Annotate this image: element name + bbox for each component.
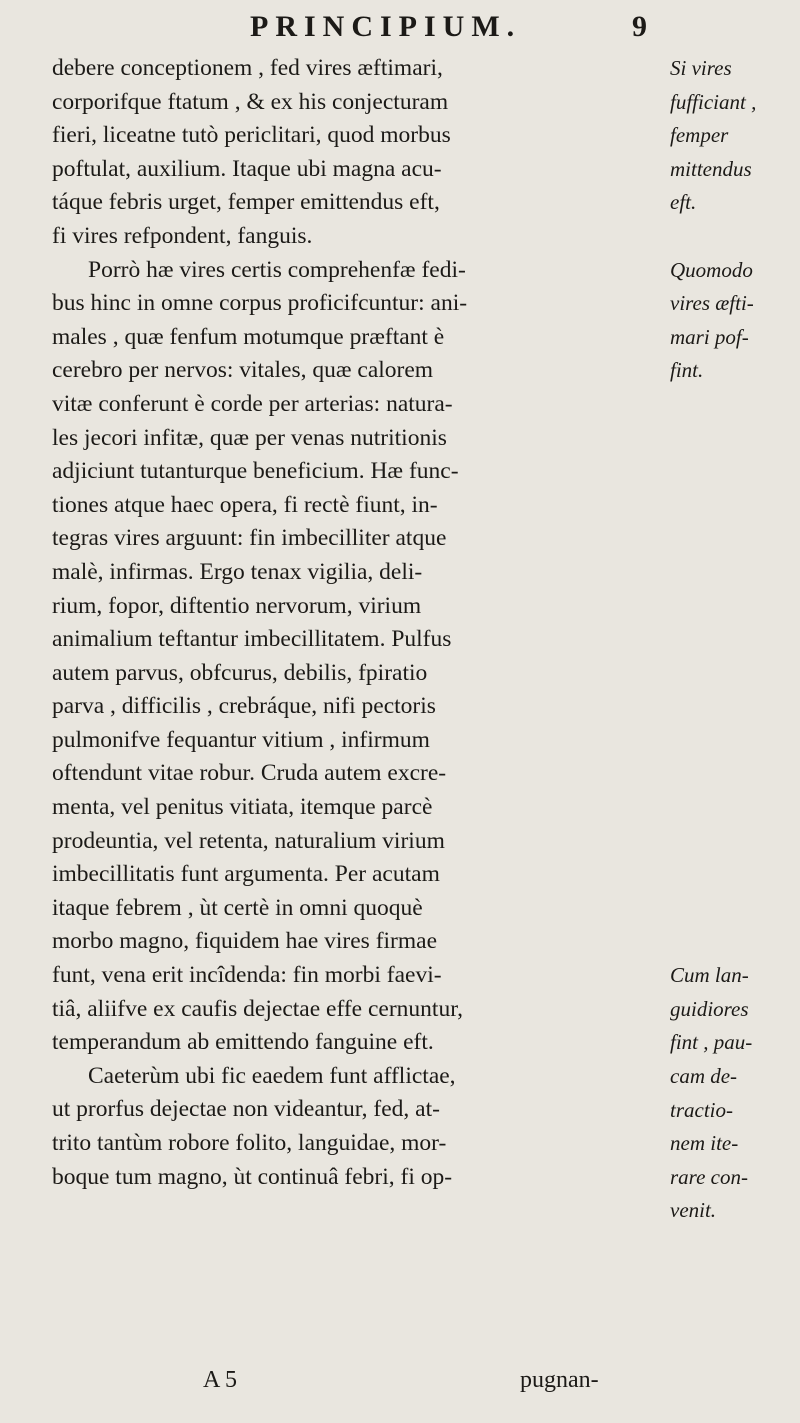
text-line: rium, fopor, diftentio nervorum, virium bbox=[52, 592, 422, 619]
text-line: prodeuntia, vel retenta, naturalium virium bbox=[52, 827, 445, 854]
margin-note: fint , pau- bbox=[670, 1030, 753, 1055]
margin-note: Quomodo bbox=[670, 257, 753, 282]
signature-mark: A 5 bbox=[203, 1367, 238, 1393]
text-line: tegras vires arguunt: fin imbecilliter atque bbox=[52, 525, 447, 552]
running-head: PRINCIPIUM. bbox=[250, 10, 522, 43]
text-line: táque febris urget, femper emittendus eft, bbox=[52, 189, 440, 216]
text-line: corporifque ftatum , & ex his conjecturam bbox=[52, 88, 449, 115]
text-line: adjiciunt tutanturque beneficium. Hæ func- bbox=[52, 458, 459, 485]
text-line: parva , difficilis , crebráque, nifi pectoris bbox=[52, 693, 436, 720]
text-line: funt, vena erit incîdenda: fin morbi faevi- bbox=[52, 962, 442, 989]
text-line: oftendunt vitae robur. Cruda autem excre- bbox=[52, 760, 447, 787]
margin-note: cam de- bbox=[670, 1064, 738, 1088]
text-line: cerebro per nervos: vitales, quæ calorem bbox=[52, 357, 434, 384]
text-line: animalium teftantur imbecillitatem. Pulfus bbox=[52, 626, 452, 653]
margin-note: tractio- bbox=[670, 1097, 733, 1122]
margin-note: femper bbox=[670, 123, 729, 148]
text-line: fieri, liceatne tutò periclitari, quod morbus bbox=[52, 122, 451, 149]
text-line: morbo magno, fiquidem hae vires firmae bbox=[52, 928, 438, 955]
text-line: vitæ conferunt è corde per arterias: natura- bbox=[52, 390, 453, 417]
text-line: itaque febrem , ùt certè in omni quoquè bbox=[52, 894, 423, 921]
main-text-column bbox=[52, 52, 664, 1194]
text-line: boque tum magno, ùt continuâ febri, fi op- bbox=[52, 1163, 453, 1190]
margin-note: Cum lan- bbox=[670, 963, 749, 988]
margin-note: Si vires bbox=[670, 56, 732, 80]
text-line: autem parvus, obfcurus, debilis, fpiratio bbox=[52, 659, 428, 686]
text-line: imbecillitatis funt argumenta. Per acutam bbox=[52, 861, 440, 888]
text-line: tiones atque haec opera, fi rectè fiunt, in- bbox=[52, 491, 438, 518]
page-header bbox=[0, 4, 800, 48]
text-line: les jecori infitæ, quæ per venas nutritionis bbox=[52, 424, 447, 451]
text-line: pulmonifve fequantur vitium , infirmum bbox=[52, 726, 430, 753]
text-line: menta, vel penitus vitiata, itemque parcè bbox=[52, 794, 433, 821]
margin-note: guidiores bbox=[670, 996, 749, 1021]
margin-note: fufficiant , bbox=[670, 89, 757, 114]
page-number: 9 bbox=[632, 10, 647, 43]
margin-note: mari pof- bbox=[670, 324, 749, 349]
text-line: tiâ, aliifve ex caufis dejectae effe cernuntur, bbox=[52, 995, 463, 1022]
margin-note: fint. bbox=[670, 358, 704, 383]
text-line: malè, infirmas. Ergo tenax vigilia, deli- bbox=[52, 558, 423, 585]
margin-note: mittendus bbox=[670, 156, 752, 181]
text-line: poftulat, auxilium. Itaque ubi magna acu- bbox=[52, 155, 442, 182]
catchword: pugnan- bbox=[520, 1367, 599, 1393]
text-line: temperandum ab emittendo fanguine eft. bbox=[52, 1029, 434, 1056]
text-line: bus hinc in omne corpus proficifcuntur: ani- bbox=[52, 290, 468, 317]
text-line: fi vires refpondent, fanguis. bbox=[52, 222, 313, 249]
text-line: ut prorfus dejectae non videantur, fed, at- bbox=[52, 1096, 440, 1123]
margin-note: venit. bbox=[670, 1198, 717, 1223]
margin-note: nem ite- bbox=[670, 1131, 739, 1156]
margin-note: vires æfti- bbox=[670, 291, 754, 316]
margin-note: eft. bbox=[670, 190, 697, 215]
text-line: males , quæ fenfum motumque præftant è bbox=[52, 323, 445, 350]
text-line: Caeterùm ubi fic eaedem funt afflictae, bbox=[88, 1062, 456, 1089]
margin-note: rare con- bbox=[670, 1164, 748, 1189]
text-line: Porrò hæ vires certis comprehenfæ fedi- bbox=[88, 256, 466, 283]
text-line: trito tantùm robore folito, languidae, mor- bbox=[52, 1130, 447, 1156]
text-line: debere conceptionem , fed vires æftimari, bbox=[52, 55, 443, 81]
